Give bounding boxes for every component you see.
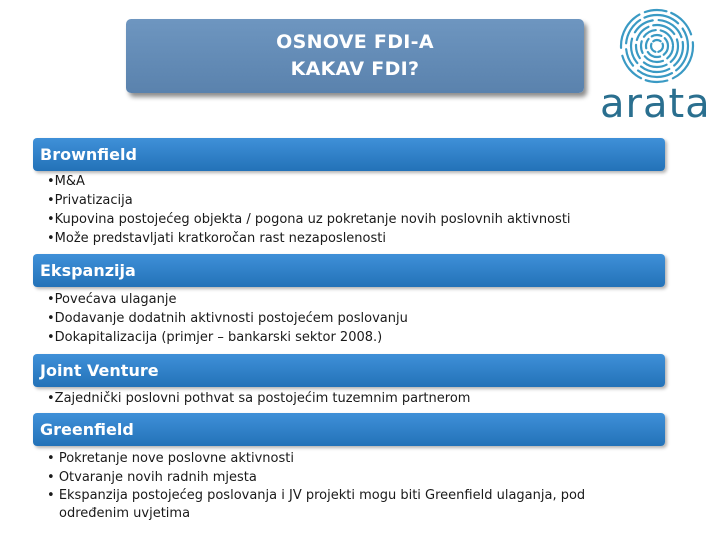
list-item: •Dokapitalizacija (primjer – bankarski sektor 2008.) <box>47 330 383 345</box>
greenfield-bullets <box>47 449 647 523</box>
section-bar-ekspanzija <box>33 254 665 287</box>
concentric-circles-logo-icon <box>600 6 710 86</box>
list-item: •Kupovina postojećeg objekta / pogona uz pokretanje novih poslovnih aktivnosti <box>47 212 571 227</box>
list-item: •M&A <box>47 174 85 189</box>
list-item: •Zajednički poslovni pothvat sa postojećim tuzemnim partnerom <box>47 391 471 406</box>
ekspanzija-bullets <box>47 290 667 347</box>
section-bar-brownfield <box>33 138 665 171</box>
joint-venture-bullets <box>47 389 667 408</box>
title-banner <box>126 19 584 93</box>
logo-text: arata <box>600 81 711 127</box>
arata-logo <box>600 6 711 127</box>
title-line-2: KAKAV FDI? <box>290 58 420 80</box>
section-heading: Ekspanzija <box>40 261 136 280</box>
section-bar-joint-venture <box>33 354 665 387</box>
list-item: • Ekspanzija postojećeg poslovanja i JV projekti mogu biti Greenfield ulaganja, pod određenim uvjetima <box>47 488 586 521</box>
title-line-1: OSNOVE FDI-A <box>276 31 434 53</box>
section-bar-greenfield <box>33 413 665 446</box>
list-item: •Dodavanje dodatnih aktivnosti postojećem poslovanju <box>47 311 408 326</box>
list-item: •Može predstavljati kratkoročan rast nezaposlenosti <box>47 231 386 246</box>
section-heading: Joint Venture <box>40 361 159 380</box>
list-item: •Privatizacija <box>47 193 133 208</box>
list-item: • Pokretanje nove poslovne aktivnosti <box>47 451 294 466</box>
list-item: • Otvaranje novih radnih mjesta <box>47 470 257 485</box>
brownfield-bullets <box>47 172 667 248</box>
section-heading: Greenfield <box>40 420 134 439</box>
list-item: •Povećava ulaganje <box>47 292 177 307</box>
section-heading: Brownfield <box>40 145 137 164</box>
